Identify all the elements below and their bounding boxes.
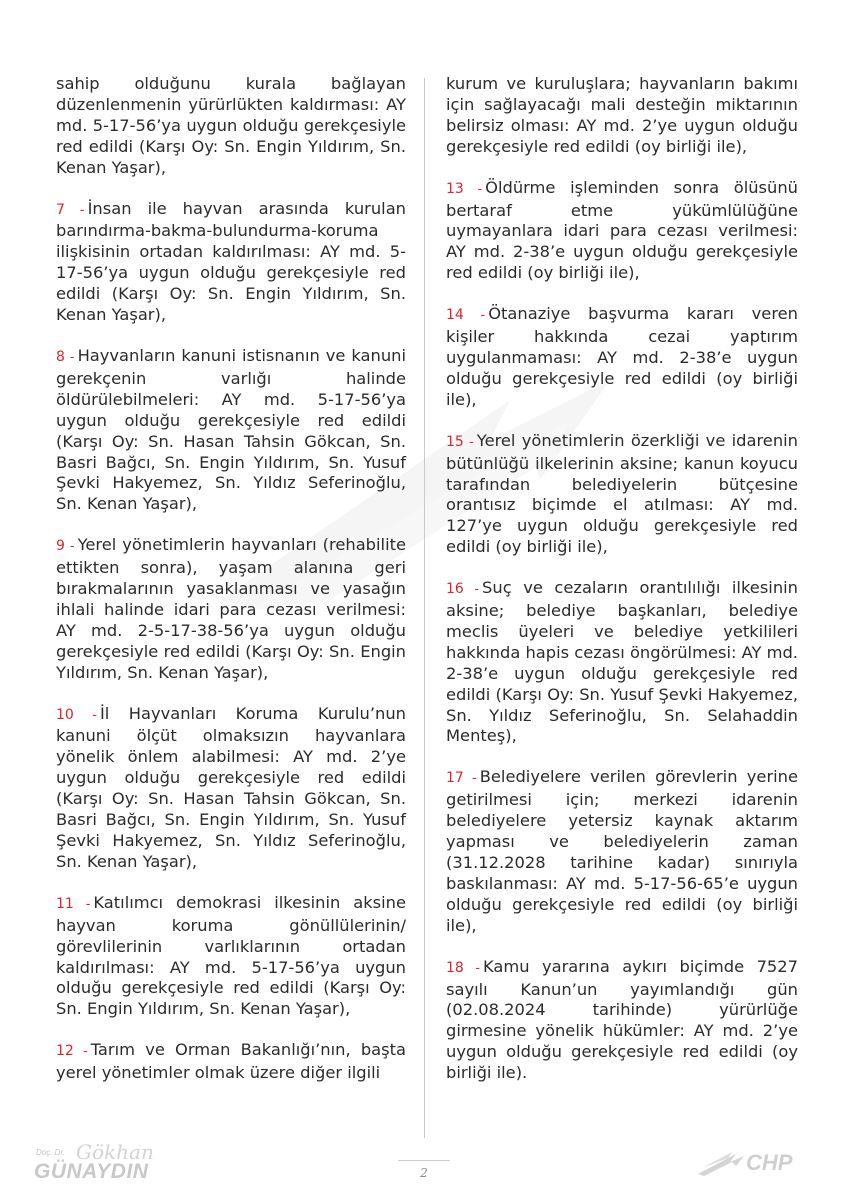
item-text: Hayvanların kanuni istisnanın ve kanuni gerekçenin varlığı halinde öldürülebilmeleri: AY md. 5-17-56’ya uygun olduğu gerekçesiyle red edildi (Karşı Oy: Sn. Hasan Tahsin Gökcan, Sn. Basri Bağcı, Sn. Engin Yıldırım, Sn. Yusuf Şevki Hakyemez, Sn. Yıldız Seferinoğlu, Sn. Kenan Yaşar), [56,345,407,514]
item-text: Yerel yönetimlerin hayvanları (rehabilite ettikten sonra), yaşam alanına geri bırakmalarının yasaklanması ve yasağın ihlali halinde idari para cezası verilmesi: AY md. 2-5-17-38-56’ya uygun olduğu gerekçesiyle red edildi (Karşı Oy: Sn. Engin Yıldırım, Sn. Kenan Yaşar), [56,535,406,682]
item-text: Kamu yararına aykırı biçimde 7527 sayılı Kanun’un yayımlandığı gün (02.08.2024 tarihinde) yürürlüğe girmesine yönelik hükümler: AY md. 2’ye uygun olduğu gerekçesiyle red edildi (oy birliği ile). [446,956,798,1083]
page-number: 2 [420,1166,428,1180]
item-number: 11 [56,895,74,912]
decision-item [56,346,406,515]
item-text: Suç ve cezaların orantılılığı ilkesinin aksine; belediye başkanları, belediye meclis üyeleri ve belediye yetkilileri hakkında hapis cezası öngörülmesi: AY md. 2-38’e uygun olduğu gerekçesiyle red edildi (Karşı Oy: Sn. Yusuf Şevki Hakyemez, Sn. Yıldız Seferinoğlu, Sn. Selahaddin Menteş), [446,578,798,746]
item-number: 18 [446,959,464,976]
item-number: 9 [56,538,65,555]
decision-item [446,178,798,285]
author-logo-name: GÜNAYDIN [34,1160,149,1183]
left-column [56,74,406,1104]
decision-item [446,74,798,158]
item-number: 12 [56,1043,74,1060]
party-logo-text: CHP [746,1150,793,1175]
decision-item [56,893,406,1020]
item-text: İl Hayvanları Koruma Kurulu’nun kanuni ölçüt olmaksızın hayvanlara yönelik önlem alabilmesi: AY md. 2’ye uygun olduğu gerekçesiyle red edildi (Karşı Oy: Sn. Hasan Tahsin Gökcan, Sn. Basri Bağcı, Sn. Engin Yıldırım, Sn. Yusuf Şevki Hakyemez, Sn. Yıldız Seferinoğlu, Sn. Kenan Yaşar), [56,703,406,871]
author-logo-signature: Gökhan [76,1140,154,1164]
decision-item [446,578,798,747]
item-text: Yerel yönetimlerin özerkliği ve idarenin bütünlüğü ilkelerinin aksine; kanun koyucu tarafından belediyelerin bütçesine orantısız biçimde el atılması: AY md. 127’ye uygun olduğu gerekçesiyle red edildi (oy birliği ile), [446,430,798,557]
decision-item [56,704,406,873]
item-text: Tarım ve Orman Bakanlığı’nın, başta yerel yönetimler olmak üzere diğer ilgili [56,1040,406,1083]
item-number-dash: - [64,349,75,365]
party-arrows-icon [696,1148,746,1178]
decision-item [446,431,798,558]
item-number-dash: - [463,434,474,450]
item-number-dash: - [64,539,75,555]
item-number-dash: - [463,308,486,324]
footer-line [398,1160,450,1161]
item-number: 13 [446,180,464,197]
decision-item [446,304,798,411]
item-number: 10 [56,706,74,723]
item-number: 15 [446,433,464,450]
item-text: Belediyelere verilen görevlerin yerine getirilmesi için; merkezi idarenin belediyelere yetersiz kaynak aktarım yapması ve belediyelerin zaman (31.12.2028 tarihine kadar) sınırıyla baskılanması: AY md. 5-17-56-65’e uygun olduğu gerekçesiyle red edildi (oy birliği ile), [446,767,798,935]
decision-item [446,767,798,936]
party-logo [696,1146,806,1180]
decision-item [56,199,406,326]
item-text: Katılımcı demokrasi ilkesinin aksine hayvan koruma gönüllülerinin/ görevlilerinin varlıklarının ortadan kaldırılması: AY md. 5-17-56’ya uygun olduğu gerekçesiyle red edildi (Karşı Oy: Sn. Engin Yıldırım, Sn. Kenan Yaşar), [56,892,406,1019]
item-number: 16 [446,581,464,598]
item-text: kurum ve kuruluşlara; hayvanların bakımı için sağlayacağı mali desteğin miktarının belirsiz olması: AY md. 2’ye uygun olduğu gerekçesiyle red edildi (oy birliği ile), [446,74,798,156]
item-number-dash: - [463,771,477,787]
item-number-dash: - [73,707,97,723]
author-logo-title: Doç. Dr. [36,1148,66,1157]
column-divider [424,78,425,1138]
item-text: Ötanaziye başvurma kararı veren kişiler hakkında cezai yaptırım uygulanmaması: AY md. 2-38’e uygun olduğu gerekçesiyle red edildi (oy birliği ile), [446,304,798,409]
author-logo [32,1140,152,1186]
item-number: 17 [446,770,464,787]
decision-item [56,74,406,179]
item-text: sahip olduğunu kurala bağlayan düzenlenmenin yürürlükten kaldırması: AY md. 5-17-56’ya uygun olduğu gerekçesiyle red edildi (Karşı Oy: Sn. Engin Yıldırım, Sn. Kenan Yaşar), [56,74,406,177]
decision-item [446,957,798,1084]
item-number-dash: - [73,896,91,912]
item-number: 7 [56,201,65,218]
decision-item [56,535,406,683]
item-number-dash: - [64,202,85,218]
item-text: Öldürme işleminden sonra ölüsünü bertaraf etme yükümlülüğüne uymayanlara idari para cezası verilmesi: AY md. 2-38’e uygun olduğu gerekçesiyle red edildi (oy birliği ile), [446,177,798,283]
item-number-dash: - [463,582,480,598]
item-number: 14 [446,307,464,324]
item-text: İnsan ile hayvan arasında kurulan barındırma-bakma-bulundurma-koruma ilişkisinin ortadan kaldırılması: AY md. 5-17-56’ya uygun olduğu gerekçesiyle red edildi (Karşı Oy: Sn. Engin Yıldırım, Sn. Kenan Yaşar), [56,198,407,325]
decision-item [56,1040,406,1084]
right-column [446,74,798,1104]
item-number-dash: - [463,181,483,197]
item-number: 8 [56,348,65,365]
item-number-dash: - [463,960,480,976]
item-number-dash: - [73,1044,88,1060]
